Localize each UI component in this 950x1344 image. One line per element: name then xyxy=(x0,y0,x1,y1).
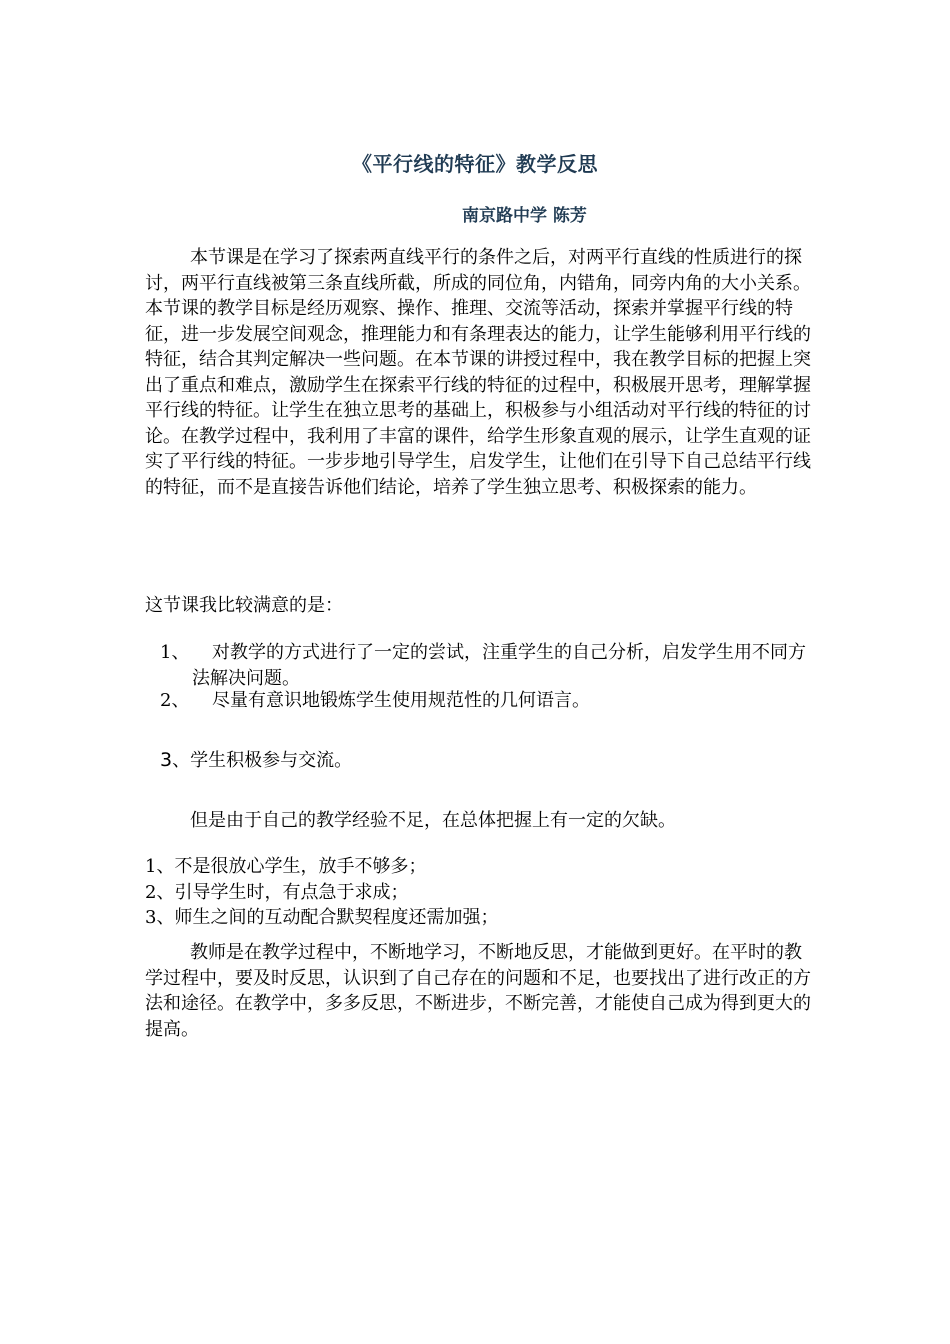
shortcoming-item: 3、师生之间的互动配合默契程度还需加强； xyxy=(145,907,499,928)
shortcoming-lead: 但是由于自己的教学经验不足，在总体把握上有一定的欠缺。 xyxy=(190,810,676,831)
author-line: 南京路中学 陈芳 xyxy=(462,206,587,226)
shortcoming-list xyxy=(145,854,498,931)
list-text: 对教学的方式进行了一定的尝试，注重学生的自己分析，启发学生用不同方法解决问题。 xyxy=(192,642,806,689)
shortcoming-item: 1、不是很放心学生，放手不够多； xyxy=(145,856,427,877)
document-title: 《平行线的特征》教学反思 xyxy=(352,152,598,176)
list-text: 、学生积极参与交流。 xyxy=(172,750,353,771)
satisfied-item-3 xyxy=(160,748,352,774)
intro-paragraph: 本节课是在学习了探索两直线平行的条件之后，对两平行直线的性质进行的探讨，两平行直线被第三条直线所截，所成的同位角，内错角，同旁内角的大小关系。本节课的教学目标是经历观察、操作、推理、交流等活动，探索并掌握平行线的特征，进一步发展空间观念，推理能力和有条理表达的能力，让学生能够利用平行线的特征，结合其判定解决一些问题。在本节课的讲授过程中，我在教学目标的把握上突出了重点和难点，激励学生在探索平行线的特征的过程中，积极展开思考，理解掌握平行线的特征。让学生在独立思考的基础上，积极参与小组活动对平行线的特征的讨论。在教学过程中，我利用了丰富的课件，给学生形象直观的展示，让学生直观的证实了平行线的特征。一步步地引导学生，启发学生，让他们在引导下自己总结平行线的特征，而不是直接告诉他们结论，培养了学生独立思考、积极探索的能力。 xyxy=(145,247,811,498)
list-text: 尽量有意识地锻炼学生使用规范性的几何语言。 xyxy=(212,690,590,711)
satisfied-lead: 这节课我比较满意的是： xyxy=(145,595,343,616)
closing-paragraph: 教师是在教学过程中，不断地学习，不断地反思，才能做到更好。在平时的教学过程中，要及时反思，认识到了自己存在的问题和不足，也要找出了进行改正的方法和途径。在教学中，多多反思，不断进步，不断完善，才能使自己成为得到更大的提高。 xyxy=(145,942,811,1040)
shortcoming-item: 2、引导学生时，有点急于求成； xyxy=(145,881,409,903)
list-number: 2、 xyxy=(160,690,190,711)
list-number: 3 xyxy=(160,749,173,771)
list-number: 1、 xyxy=(160,642,190,663)
